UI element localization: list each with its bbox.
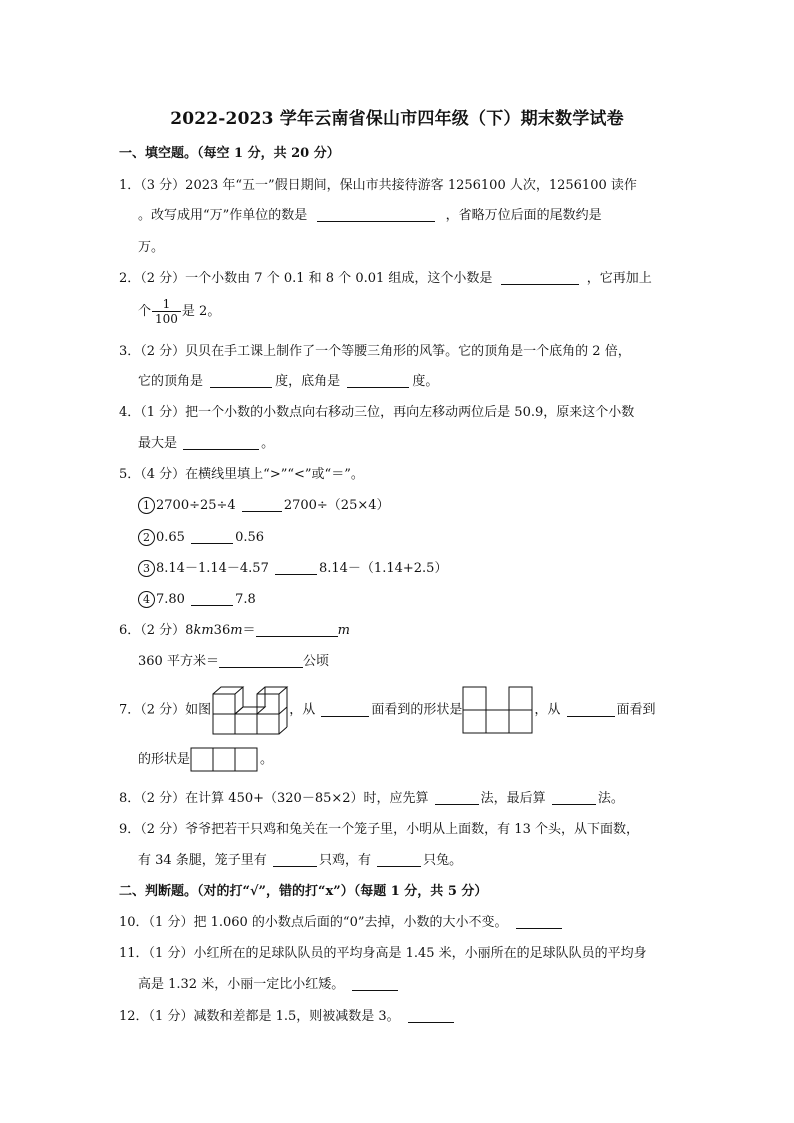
question-4-line-1: 4．（1 分）把一个小数的小数点向右移动三位，再向左移动两位后是 50.9，原来这个小数 — [119, 405, 635, 420]
question-2-line-2 — [138, 296, 220, 328]
question-8-text-a: 8．（2 分）在计算 450+（320－85×2）时，应先算 — [119, 791, 429, 806]
answer-blank[interactable] — [377, 852, 421, 867]
question-3-text-c: 度。 — [412, 374, 439, 389]
question-6-text-a: 6．（2 分）8 — [119, 623, 194, 638]
compare-left: 8.14－1.14－4.57 — [156, 561, 269, 576]
answer-blank[interactable] — [552, 790, 596, 805]
answer-blank[interactable] — [183, 435, 259, 450]
question-11-text: 高是 1.32 米，小丽一定比小红矮。 — [138, 977, 345, 992]
question-3-text-b: 度，底角是 — [275, 374, 341, 389]
question-11-line-2 — [138, 976, 398, 994]
question-2-text-b: ，它再加上 — [586, 271, 652, 286]
question-7-text-g: 。 — [260, 752, 274, 767]
circled-number: 3 — [138, 560, 155, 577]
answer-blank[interactable] — [219, 653, 303, 668]
question-11-line-1: 11．（1 分）小红所在的足球队队员的平均身高是 1.45 米，小丽所在的足球队队员的平均身 — [119, 946, 647, 961]
question-4-text-b: 。 — [261, 436, 275, 451]
cube-stack-figure — [211, 684, 289, 736]
answer-blank[interactable] — [273, 852, 317, 867]
question-6-line-1 — [119, 622, 350, 640]
fraction — [152, 297, 181, 326]
answer-blank[interactable] — [408, 1008, 454, 1023]
question-6-number: 36 — [213, 623, 231, 638]
question-1-line-3: 万。 — [138, 240, 165, 255]
question-1-line-1: 1．（3 分）2023 年“五一”假日期间，保山市共接待游客 1256100 人次，1256100 读作 — [119, 178, 637, 193]
circled-number: 1 — [138, 497, 155, 514]
compare-right: 8.14－（1.14+2.5） — [318, 561, 448, 576]
answer-blank[interactable] — [347, 373, 409, 388]
fraction-denominator: 100 — [155, 312, 178, 326]
answer-blank[interactable] — [501, 270, 579, 285]
question-8-text-b: 法，最后算 — [480, 791, 546, 806]
answer-blank[interactable] — [435, 790, 479, 805]
question-7-line-1 — [119, 684, 656, 737]
question-12 — [119, 1008, 454, 1026]
answer-blank[interactable] — [191, 591, 233, 606]
question-9-text-a: 有 34 条腿，笼子里有 — [138, 853, 267, 868]
compare-left: 2700÷25÷4 — [156, 498, 236, 513]
question-8-text-c: 法。 — [597, 791, 624, 806]
compare-right: 2700÷（25×4） — [283, 498, 390, 513]
answer-blank[interactable] — [256, 622, 338, 637]
view-shape-row-figure — [190, 747, 260, 773]
compare-right: 0.56 — [235, 530, 265, 545]
question-10 — [119, 914, 562, 932]
question-5-item-1 — [138, 497, 390, 515]
unit-m: m — [230, 623, 243, 638]
question-12-text: 12．（1 分）减数和差都是 1.5，则被减数是 3。 — [119, 1009, 400, 1024]
question-9-text-c: 只兔。 — [423, 853, 463, 868]
question-2-text-c: 个 — [138, 304, 152, 319]
answer-blank[interactable] — [352, 976, 398, 991]
question-6-text-b: 360 平方米＝ — [138, 654, 219, 669]
answer-blank[interactable] — [191, 529, 233, 544]
question-8 — [119, 790, 624, 808]
question-5-line-1: 5．（4 分）在横线里填上“>”“<”或“＝”。 — [119, 467, 364, 482]
question-5-item-4 — [138, 591, 256, 609]
question-2-text-d: 是 2。 — [181, 304, 221, 319]
question-7-text-e: 面看到 — [616, 702, 656, 718]
question-5-item-3 — [138, 560, 447, 578]
circled-number: 2 — [138, 529, 155, 546]
question-1-text-b: ，省略万位后面的尾数约是 — [445, 208, 602, 223]
question-3-line-1: 3．（2 分）贝贝在手工课上制作了一个等腰三角形的风筝。它的顶角是一个底角的 2 倍， — [119, 344, 631, 359]
question-6-text-c: 公顷 — [302, 654, 329, 669]
question-10-text: 10．（1 分）把 1.060 的小数点后面的“0”去掉，小数的大小不变。 — [119, 915, 508, 930]
question-7-text-b: ，从 — [289, 702, 316, 718]
compare-left: 7.80 — [156, 592, 185, 607]
circled-number: 4 — [138, 591, 155, 608]
question-4-line-2 — [138, 435, 274, 453]
answer-blank[interactable] — [516, 914, 562, 929]
question-3-line-2 — [138, 373, 438, 391]
question-9-line-1: 9．（2 分）爷爷把若干只鸡和兔关在一个笼子里，小明从上面数，有 13 个头，从下面数， — [119, 822, 639, 837]
question-9-text-b: 只鸡，有 — [318, 853, 371, 868]
answer-blank[interactable] — [210, 373, 272, 388]
answer-blank[interactable] — [567, 702, 615, 717]
question-7-text-f: 的形状是 — [138, 752, 191, 767]
compare-left: 0.65 — [156, 530, 185, 545]
section-true-false-heading: 二、判断题。（对的打“√”，错的打“x”）（每题 1 分，共 5 分） — [119, 884, 488, 899]
equals-sign: ＝ — [242, 623, 256, 638]
answer-blank[interactable] — [275, 560, 317, 575]
answer-blank[interactable] — [317, 207, 435, 222]
question-9-line-2 — [138, 852, 462, 870]
question-4-text-a: 最大是 — [138, 436, 178, 451]
page-title: 2022-2023 学年云南省保山市四年级（下）期末数学试卷 — [170, 109, 624, 129]
question-6-line-2 — [138, 653, 329, 671]
question-1-text-a: 。改写成用“万”作单位的数是 — [138, 208, 308, 223]
section-fill-in-heading: 一、填空题。（每空 1 分，共 20 分） — [119, 146, 340, 161]
unit-km: km — [193, 623, 214, 638]
question-7-text-a: 7．（2 分）如图 — [119, 702, 212, 718]
question-2-text-a: 2．（2 分）一个小数由 7 个 0.1 和 8 个 0.01 组成，这个小数是 — [119, 271, 493, 286]
question-7-text-d: ，从 — [534, 702, 561, 718]
question-2-line-1 — [119, 270, 652, 288]
question-7-text-c: 面看到的形状是 — [371, 702, 463, 718]
answer-blank[interactable] — [321, 702, 369, 717]
fraction-numerator: 1 — [152, 297, 181, 312]
question-3-text-a: 它的顶角是 — [138, 374, 204, 389]
question-1-line-2 — [138, 207, 602, 225]
view-shape-figure — [462, 686, 534, 734]
compare-right: 7.8 — [235, 592, 256, 607]
question-5-item-2 — [138, 529, 264, 547]
question-7-line-2 — [138, 746, 273, 774]
answer-blank[interactable] — [242, 497, 282, 512]
unit-m: m — [337, 623, 350, 638]
